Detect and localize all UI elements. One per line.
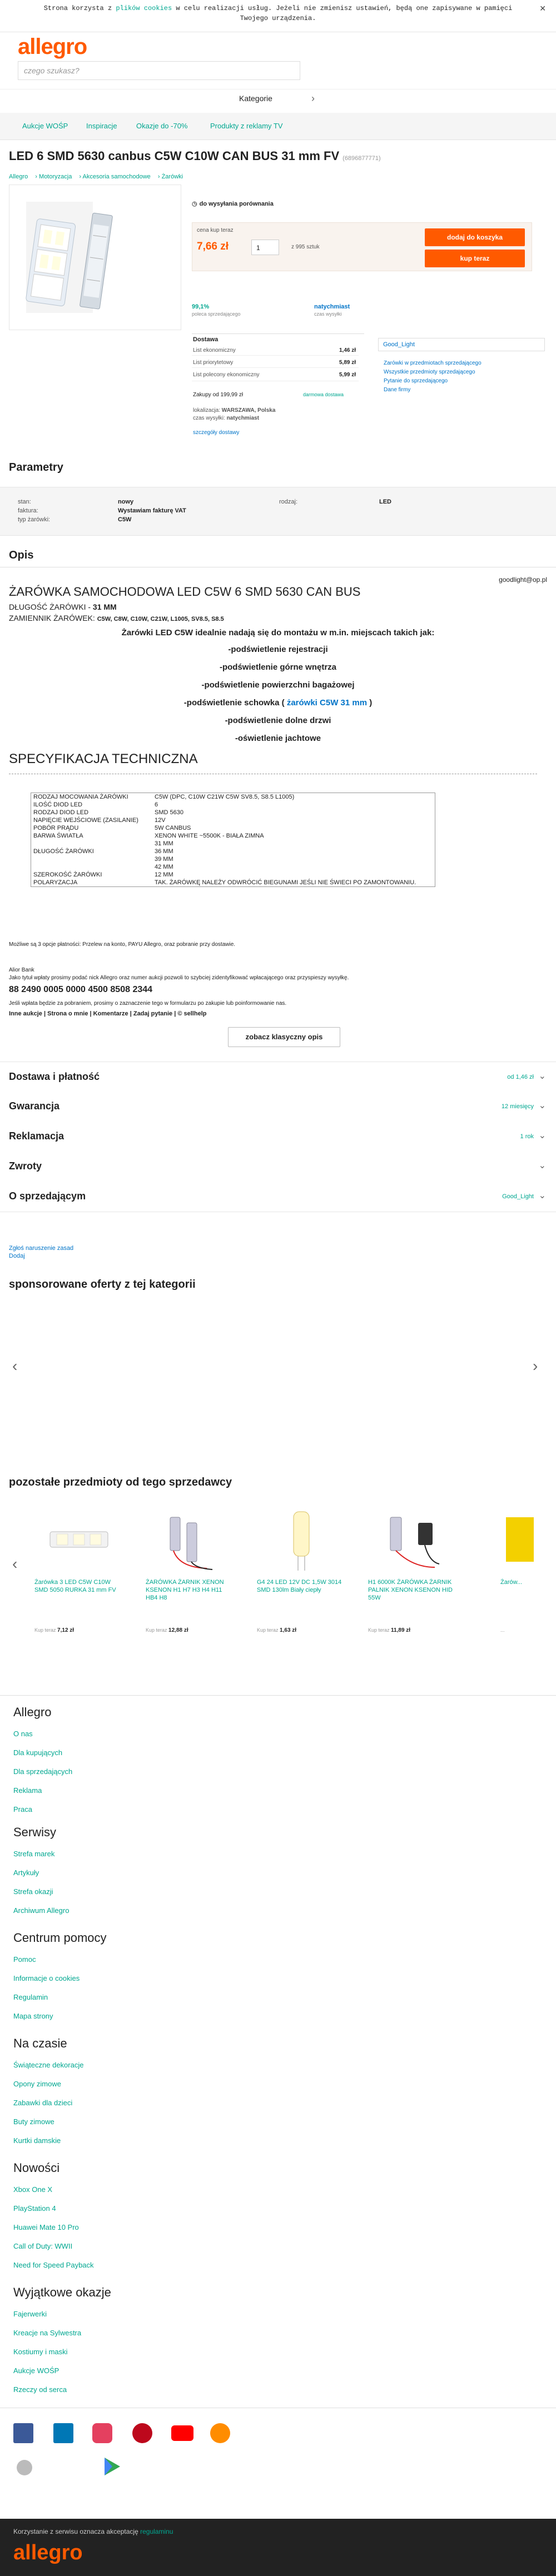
desc-links: Inne aukcje | Strona o mnie | Komentarze | Zadaj pytanie | © sellhelp bbox=[9, 1010, 207, 1017]
bank-note: Jako tytuł wpłaty prosimy podać nick Allegro oraz numer aukcji pozwoli to szybciej zidentyfikować wpłacającego oraz przyspieszy wysyłkę. bbox=[9, 975, 349, 981]
delivery-row-price: 1,46 zł bbox=[339, 347, 356, 353]
subnav-item-wosp[interactable]: Aukcje WOŚP bbox=[22, 122, 68, 130]
price-label: cena kup teraz bbox=[197, 227, 234, 233]
chevron-down-icon: ⌄ bbox=[538, 1191, 546, 1200]
description-heading: Opis bbox=[9, 549, 34, 561]
footer-link[interactable]: Archiwum Allegro bbox=[13, 1906, 70, 1915]
chevron-right-icon[interactable]: › bbox=[533, 1357, 538, 1374]
product-card[interactable] bbox=[368, 1506, 457, 1640]
footer-link[interactable]: Pomoc bbox=[13, 1955, 36, 1964]
subnav bbox=[0, 113, 556, 140]
spec-value: TAK. ŻARÓWKĘ NALEŻY ODWRÓCIĆ BIEGUNAMI JEŚLI NIE ŚWIECI PO ZAMONTOWANIU. bbox=[155, 879, 416, 886]
footer-heading: Serwisy bbox=[13, 1825, 57, 1839]
product-price: ... bbox=[500, 1627, 505, 1633]
footer-link[interactable]: Artykuły bbox=[13, 1869, 39, 1877]
price: 7,66 zł bbox=[197, 241, 229, 252]
desc-line: -oświetlenie jachtowe bbox=[235, 734, 321, 743]
footer-heading: Wyjątkowe okazje bbox=[13, 2285, 111, 2299]
classic-description-button[interactable]: zobacz klasyczny opis bbox=[228, 1027, 340, 1047]
spec-row bbox=[31, 863, 435, 871]
seller-link[interactable]: Pytanie do sprzedającego bbox=[384, 378, 448, 384]
subnav-item-inspiracje[interactable]: Inspiracje bbox=[86, 122, 117, 130]
google-play-icon[interactable] bbox=[100, 2455, 122, 2478]
params-heading: Parametry bbox=[9, 461, 63, 474]
accordion-title: Gwarancja bbox=[9, 1100, 60, 1112]
spec-row bbox=[31, 855, 435, 863]
footer-link[interactable]: Kurtki damskie bbox=[13, 2136, 61, 2145]
bank-account: 88 2490 0005 0000 4500 8508 2344 bbox=[9, 985, 153, 994]
accordion-title: Dostawa i płatność bbox=[9, 1071, 100, 1082]
consent-text: Korzystanie z serwisu oznacza akceptację regulaminu bbox=[13, 2528, 173, 2535]
desc-line: -podświetlenie dolne drzwi bbox=[225, 716, 331, 725]
param-value: C5W bbox=[118, 516, 132, 523]
spec-key bbox=[31, 855, 153, 863]
footer-link[interactable]: Mapa strony bbox=[13, 2012, 53, 2020]
footer-link[interactable]: Opony zimowe bbox=[13, 2080, 61, 2088]
param-value: LED bbox=[379, 499, 391, 505]
other-auctions-link[interactable]: Inne aukcje bbox=[9, 1010, 42, 1017]
product-price: Kup teraz 7,12 zł bbox=[34, 1627, 75, 1633]
footer-link[interactable]: Kreacje na Sylwestra bbox=[13, 2329, 82, 2337]
desc-replacements: ZAMIENNIK ŻARÓWEK: C5W, C8W, C10W, C21W, L1005, SV8.5, S8.5 bbox=[9, 614, 224, 622]
page-title: LED 6 SMD 5630 canbus C5W C10W CAN BUS 31 mm FV (6896877771) bbox=[9, 149, 381, 163]
footer-link[interactable]: Aukcje WOŚP bbox=[13, 2366, 59, 2375]
spec-value: C5W (DPC, C10W C21W C5W SV8.5, S8.5 L1005) bbox=[155, 794, 295, 800]
subnav-item-okazje[interactable]: Okazje do -70% bbox=[136, 122, 188, 130]
cookie-policy-link[interactable]: plików cookies bbox=[116, 4, 172, 12]
free-delivery-threshold: Zakupy od 199,99 zł bbox=[193, 392, 244, 398]
desc-line: -podświetlenie rejestracji bbox=[228, 645, 328, 654]
accordion-summary: 12 miesięcy bbox=[501, 1103, 534, 1110]
cookie-banner bbox=[0, 0, 556, 32]
spec-key: NAPIĘCIE WEJŚCIOWE (ZASILANIE) bbox=[33, 817, 138, 824]
product-price: Kup teraz 12,88 zł bbox=[146, 1627, 188, 1633]
report-link[interactable]: Zgłoś naruszenie zasad bbox=[9, 1245, 74, 1252]
bank-name: Alior Bank bbox=[9, 967, 34, 973]
sellhelp-link[interactable]: © sellhelp bbox=[177, 1010, 207, 1017]
accordion-summary: 1 rok bbox=[520, 1133, 534, 1140]
params-table bbox=[0, 487, 556, 536]
footer-link[interactable]: Reklama bbox=[13, 1786, 42, 1795]
product-photo[interactable] bbox=[9, 185, 181, 330]
footer-link[interactable]: Informacje o cookies bbox=[13, 1974, 80, 1982]
breadcrumb-item[interactable]: Motoryzacja bbox=[39, 173, 72, 180]
desc-line: -podświetlenie górne wnętrza bbox=[219, 662, 337, 672]
param-key: typ żarówki: bbox=[18, 516, 51, 523]
spec-table bbox=[31, 793, 435, 887]
desc-title: ŻARÓWKA SAMOCHODOWA LED C5W 6 SMD 5630 CAN BUS bbox=[9, 585, 361, 599]
subnav-item-reklama-tv[interactable]: Produkty z reklamy TV bbox=[210, 122, 283, 130]
spec-value: 5W CANBUS bbox=[155, 825, 191, 831]
footer-link[interactable]: Call of Duty: WWII bbox=[13, 2242, 73, 2250]
footer-link[interactable]: Praca bbox=[13, 1805, 32, 1813]
footer-link[interactable]: Strefa okazji bbox=[13, 1887, 53, 1896]
delivery-row-price: 5,89 zł bbox=[339, 360, 356, 366]
seller-link[interactable]: Wszystkie przedmioty sprzedającego bbox=[384, 369, 475, 375]
product-price: Kup teraz 11,89 zł bbox=[368, 1627, 411, 1633]
spec-key: SZEROKOŚĆ ŻARÓWKI bbox=[33, 871, 102, 878]
shipping-time-label: czas wysyłki bbox=[314, 311, 342, 317]
spec-key: POLARYZACJA bbox=[33, 879, 78, 886]
dispatch-time: czas wysyłki: natychmiast bbox=[193, 415, 259, 421]
product-card[interactable] bbox=[500, 1506, 539, 1640]
spec-row bbox=[31, 871, 435, 879]
spec-row bbox=[31, 809, 435, 816]
chevron-right-icon[interactable]: › bbox=[311, 93, 315, 104]
param-key: rodzaj: bbox=[279, 499, 298, 505]
terms-link[interactable]: regulaminu bbox=[140, 2528, 173, 2535]
accordion-complaints[interactable] bbox=[0, 1122, 556, 1152]
accordion-warranty[interactable] bbox=[0, 1092, 556, 1122]
linkedin-icon[interactable] bbox=[53, 2423, 73, 2443]
product-price: Kup teraz 1,63 zł bbox=[257, 1627, 297, 1633]
category-bar bbox=[0, 89, 556, 113]
product-image bbox=[379, 1506, 446, 1573]
accordion-delivery[interactable] bbox=[0, 1062, 556, 1093]
chevron-down-icon: ⌄ bbox=[538, 1161, 546, 1170]
instagram-icon[interactable] bbox=[92, 2423, 112, 2443]
footer-link[interactable]: Strefa marek bbox=[13, 1850, 55, 1858]
seller-percent: 99,1% bbox=[192, 303, 210, 310]
pinterest-icon[interactable] bbox=[132, 2423, 152, 2443]
product-title[interactable]: H1 6000K ŻARÓWKA ŻARNIK PALNIK XENON KSENON HID 55W bbox=[368, 1579, 453, 1601]
spec-value: XENON WHITE ~5500K - BIAŁA ZIMNA bbox=[155, 833, 264, 839]
free-delivery-note: darmowa dostawa bbox=[303, 392, 344, 397]
delivery-box bbox=[192, 333, 364, 462]
product-image bbox=[268, 1506, 335, 1573]
accordion-returns[interactable] bbox=[0, 1152, 556, 1182]
chevron-left-icon[interactable]: ‹ bbox=[12, 1357, 18, 1374]
chevron-down-icon: ⌄ bbox=[538, 1072, 546, 1081]
location: lokalizacja: WARSZAWA, Polska bbox=[193, 407, 276, 413]
quantity-input[interactable]: 1 bbox=[251, 240, 279, 255]
param-key: faktura: bbox=[18, 507, 38, 514]
breadcrumb-item[interactable]: Akcesoria samochodowe bbox=[82, 173, 151, 180]
product-title[interactable]: ŻARÓWKA ŻARNIK XENON KSENON H1 H7 H3 H4 H11 HB4 H8 bbox=[146, 1579, 224, 1601]
buy-box bbox=[192, 222, 532, 271]
product-title[interactable]: Żarówka 3 LED C5W C10W SMD 5050 RURKA 31 mm FV bbox=[34, 1579, 116, 1593]
footer-heading: Allegro bbox=[13, 1705, 52, 1719]
breadcrumb-item[interactable]: Allegro bbox=[9, 173, 28, 180]
seller-name[interactable]: Good_Light bbox=[378, 338, 545, 351]
payment-note: Możliwe są 3 opcje płatności: Przelew na konto, PAYU Allegro, oraz pobranie przy dostawie. bbox=[9, 941, 236, 948]
spec-key bbox=[31, 840, 153, 848]
spec-key: DŁUGOŚĆ ŻARÓWKI bbox=[33, 848, 94, 855]
product-image bbox=[500, 1506, 539, 1573]
seller-percent-label: poleca sprzedającego bbox=[192, 311, 241, 317]
add-link[interactable]: Dodaj bbox=[9, 1253, 25, 1259]
accordion-title: Reklamacja bbox=[9, 1130, 64, 1142]
product-title[interactable]: Żarów... bbox=[500, 1579, 523, 1586]
offer-id: (6896877771) bbox=[342, 155, 381, 162]
delivery-details-link[interactable]: szczegóły dostawy bbox=[193, 430, 240, 436]
footer-link[interactable]: Kostiumy i maski bbox=[13, 2348, 68, 2356]
accordion-title: O sprzedającym bbox=[9, 1190, 86, 1202]
spec-row bbox=[31, 879, 435, 887]
spec-value: 42 MM bbox=[155, 864, 173, 870]
spec-row bbox=[31, 824, 435, 832]
allegro-logo[interactable]: allegro bbox=[18, 34, 87, 59]
footer-heading: Centrum pomocy bbox=[13, 1931, 107, 1945]
product-image bbox=[46, 1506, 112, 1573]
footer-link[interactable]: O nas bbox=[13, 1730, 33, 1738]
allegro-app-icon[interactable] bbox=[210, 2423, 230, 2443]
delivery-row-name: List priorytetowy bbox=[193, 360, 234, 366]
seller-email: goodlight@op.pl bbox=[499, 576, 547, 584]
cod-note: Jeśli wpłata będzie za pobraniem, prosimy o zaznaczenie tego w formularzu po zakupie lub poinformowanie nas. bbox=[9, 1000, 287, 1007]
chevron-down-icon: ⌄ bbox=[538, 1101, 546, 1110]
search-input[interactable]: czego szukasz? bbox=[18, 61, 300, 80]
accordion-title: Zwroty bbox=[9, 1160, 42, 1172]
spec-key: BARWA ŚWIATŁA bbox=[33, 833, 83, 839]
delivery-row-name: List ekonomiczny bbox=[193, 347, 236, 353]
param-value: nowy bbox=[118, 499, 134, 505]
accordion-summary: od 1,46 zł bbox=[507, 1074, 534, 1080]
delivery-row-name: List polecony ekonomiczny bbox=[193, 372, 260, 378]
comments-link[interactable]: Komentarze bbox=[93, 1010, 128, 1017]
quantity-available: z 995 sztuk bbox=[291, 244, 320, 250]
footer-link[interactable]: Fajerwerki bbox=[13, 2310, 47, 2318]
close-icon[interactable]: ✕ bbox=[539, 4, 546, 13]
footer-link[interactable]: Dla kupujących bbox=[13, 1748, 63, 1757]
desc-length: DŁUGOŚĆ ŻARÓWKI - 31 MM bbox=[9, 602, 117, 611]
breadcrumb: Allegro › Motoryzacja › Akcesoria samochodowe › Żarówki bbox=[9, 173, 188, 180]
spec-value: 31 MM bbox=[155, 840, 173, 847]
footer-link[interactable]: Dla sprzedających bbox=[13, 1767, 73, 1776]
spec-key: RODZAJ DIOD LED bbox=[33, 809, 89, 816]
footer-link[interactable]: Regulamin bbox=[13, 1993, 48, 2001]
desc-line: -podświetlenie powierzchni bagażowej bbox=[201, 680, 355, 690]
cookie-text-line2: Twojego urządzenia. bbox=[240, 14, 316, 22]
chevron-down-icon: ⌄ bbox=[538, 1131, 546, 1140]
product-card[interactable] bbox=[257, 1506, 346, 1640]
spec-value: 12V bbox=[155, 817, 166, 824]
spec-row bbox=[31, 801, 435, 809]
bulb-image bbox=[9, 185, 181, 330]
returns-note: ◷ do wysyłania porównania bbox=[192, 201, 274, 207]
spec-row bbox=[31, 840, 435, 848]
spec-key bbox=[31, 863, 153, 871]
footer-heading: Nowości bbox=[13, 2161, 60, 2175]
seller-link[interactable]: Zarówki w przedmiotach sprzedającego bbox=[384, 360, 481, 366]
facebook-icon[interactable] bbox=[13, 2423, 33, 2443]
spec-row bbox=[31, 793, 435, 801]
spec-key: RODZAJ MOCOWANIA ŻARÓWKI bbox=[33, 794, 128, 800]
spec-value: SMD 5630 bbox=[155, 809, 183, 816]
footer-heading: Na czasie bbox=[13, 2036, 67, 2050]
footer-bar bbox=[0, 2519, 556, 2576]
sponsored-heading: sponsorowane oferty z tej kategorii bbox=[9, 1278, 196, 1291]
other-items-heading: pozostałe przedmioty od tego sprzedawcy bbox=[9, 1476, 232, 1488]
footer-link[interactable]: Rzeczy od serca bbox=[13, 2385, 67, 2394]
spec-value: 6 bbox=[155, 801, 158, 808]
footer-link[interactable]: Zabawki dla dzieci bbox=[13, 2099, 73, 2107]
categories-button[interactable]: Kategorie bbox=[239, 94, 272, 103]
spec-row bbox=[31, 832, 435, 840]
product-title[interactable]: G4 24 LED 12V DC 1,5W 3014 SMD 130lm Biały ciepły bbox=[257, 1579, 342, 1593]
spec-key: ILOŚĆ DIOD LED bbox=[33, 801, 83, 808]
cookie-text-line1: Strona korzysta z plików cookies w celu realizacji usług. Jeżeli nie zmienisz ustawień, będą one zapisywane w pamięci bbox=[43, 4, 513, 12]
footer-link[interactable]: Buty zimowe bbox=[13, 2117, 54, 2126]
param-value: Wystawiam fakturę VAT bbox=[118, 507, 186, 514]
footer-logo[interactable]: allegro bbox=[13, 2541, 83, 2564]
spec-row bbox=[31, 816, 435, 824]
youtube-icon[interactable] bbox=[171, 2425, 193, 2441]
desc-line: -podświetlenie schowka ( żarówki C5W 31 mm ) bbox=[183, 698, 373, 707]
spec-value: 39 MM bbox=[155, 856, 173, 863]
spec-value: 12 MM bbox=[155, 871, 173, 878]
shield-icon: ◷ bbox=[192, 201, 197, 207]
spec-heading: SPECYFIKACJA TECHNICZNA bbox=[9, 751, 198, 766]
spec-row bbox=[31, 848, 435, 855]
param-key: stan: bbox=[18, 499, 31, 505]
ask-question-link[interactable]: Zadaj pytanie bbox=[133, 1010, 173, 1017]
accordion-about-seller[interactable] bbox=[0, 1182, 556, 1212]
apple-icon[interactable] bbox=[13, 2455, 36, 2478]
shipping-time: natychmiast bbox=[314, 303, 350, 310]
delivery-row-price: 5,99 zł bbox=[339, 372, 356, 378]
footer-link[interactable]: Świąteczne dekoracje bbox=[13, 2061, 84, 2069]
product-image bbox=[157, 1506, 224, 1573]
footer-link[interactable]: PlayStation 4 bbox=[13, 2204, 56, 2213]
chevron-left-icon[interactable]: ‹ bbox=[12, 1555, 18, 1572]
product-card[interactable] bbox=[146, 1506, 235, 1640]
footer-link[interactable]: Need for Speed Payback bbox=[13, 2261, 94, 2269]
about-me-link[interactable]: Strona o mnie bbox=[47, 1010, 88, 1017]
add-to-cart-button[interactable]: dodaj do koszyka bbox=[425, 228, 525, 246]
footer-link[interactable]: Huawei Mate 10 Pro bbox=[13, 2223, 79, 2231]
buy-now-button[interactable]: kup teraz bbox=[425, 250, 525, 267]
seller-link[interactable]: Dane firmy bbox=[384, 387, 411, 393]
breadcrumb-item[interactable]: Żarówki bbox=[161, 173, 183, 180]
spec-key: POBÓR PRĄDU bbox=[33, 825, 79, 831]
accordion-summary: Good_Light bbox=[502, 1193, 534, 1200]
delivery-heading: Dostawa bbox=[193, 336, 219, 343]
footer-link[interactable]: Xbox One X bbox=[13, 2185, 53, 2194]
product-card[interactable] bbox=[34, 1506, 123, 1640]
spec-value: 36 MM bbox=[155, 848, 173, 855]
desc-line: Żarówki LED C5W idealnie nadają się do montażu w m.in. miejscach takich jak: bbox=[121, 628, 435, 637]
